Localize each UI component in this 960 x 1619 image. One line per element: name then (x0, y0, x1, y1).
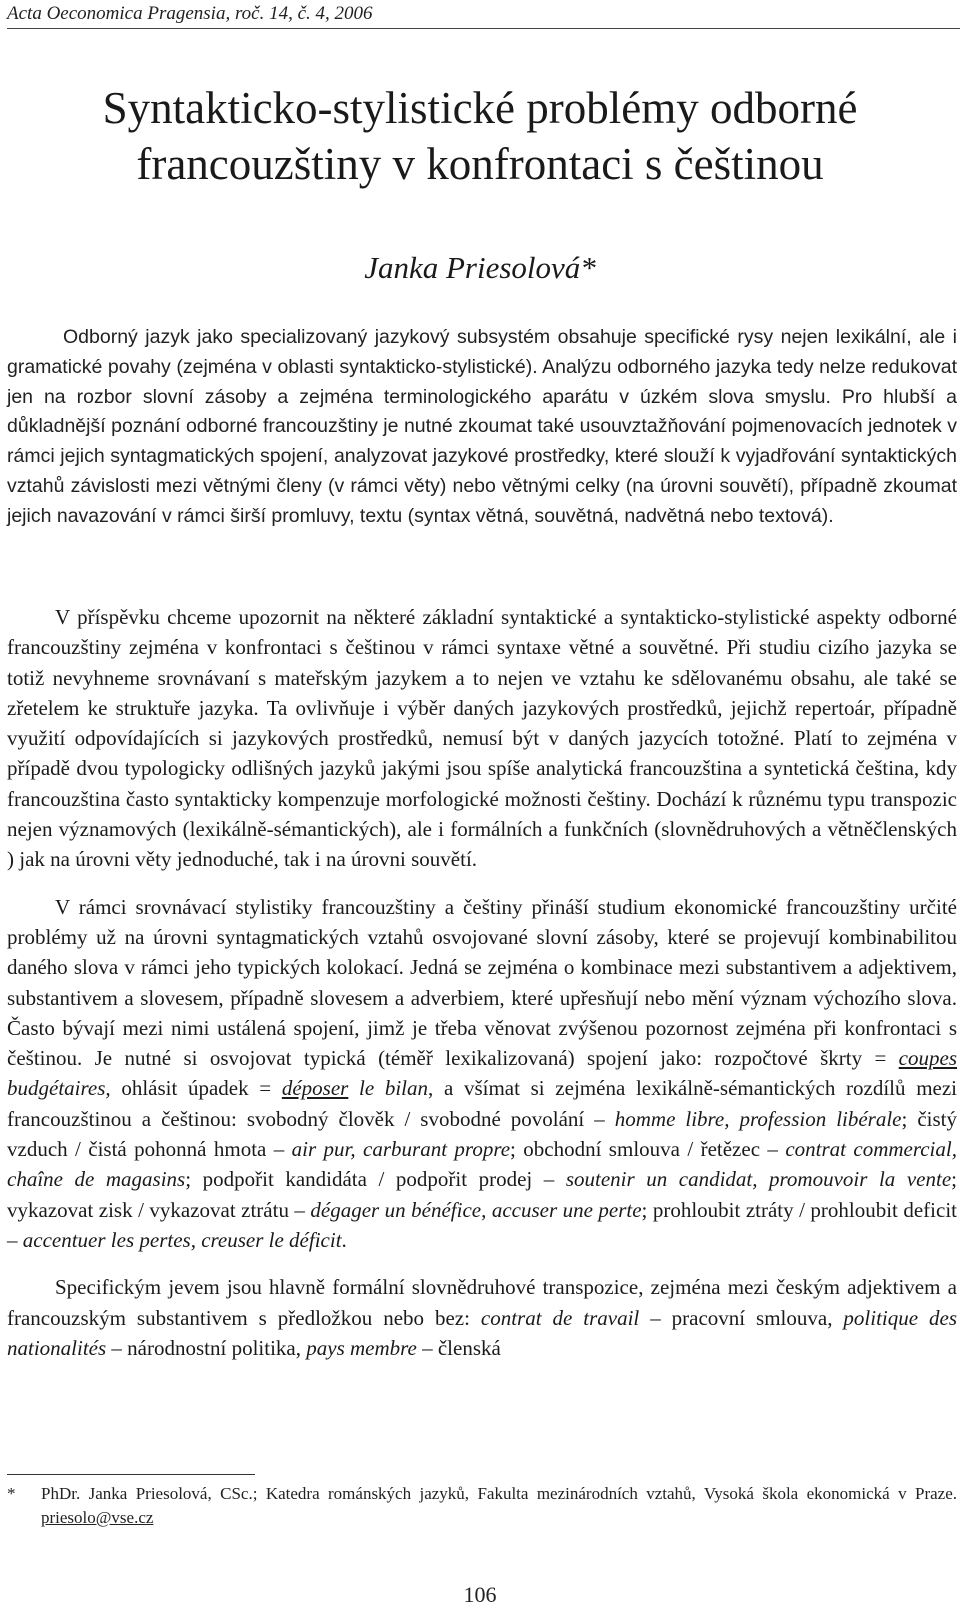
text-run: – členská (416, 1335, 501, 1360)
french-term: pays membre (306, 1335, 417, 1360)
text-run: – pracovní smlouva, (639, 1305, 844, 1330)
article-body (7, 602, 957, 1380)
footnote-text (41, 1482, 957, 1530)
french-term: soutenir un candidat, promouvoir la vente (565, 1167, 952, 1192)
author-email-link[interactable]: priesolo@vse.cz (41, 1508, 154, 1527)
footnote (7, 1482, 957, 1530)
french-term-rest: le bilan (348, 1076, 429, 1101)
footnote-affiliation: PhDr. Janka Priesolová, CSc.; Katedra románských jazyků, Fakulta mezinárodních vztahů, Vysoká škola ekonomická v Praze. (41, 1484, 957, 1503)
running-header: Acta Oeconomica Pragensia, roč. 14, č. 4, 2006 (7, 3, 373, 24)
text-run: ; podpořit kandidáta / podpořit prodej – (185, 1167, 566, 1192)
text-run: ; vykazovat zisk / vykazovat ztrátu – (7, 1167, 957, 1222)
french-term-rest: budgétaires, (7, 1076, 111, 1101)
french-term: dégager un bénéfice, accuser une perte (310, 1197, 642, 1222)
text-run: Specifickým jevem jsou hlavně formální slovnědruhové transpozice, zejména mezi českým adjektivem a francouzským substantivem s předložkou nebo bez: (7, 1275, 957, 1330)
paragraph-2 (7, 892, 957, 1256)
abstract: Odborný jazyk jako specializovaný jazykový subsystém obsahuje specifické rysy nejen lexikální, ale i gramatické povahy (zejména v oblasti syntakticko-stylistické). Analýzu odborného jazyka tedy nelze redukovat jen na rozbor slovní zásoby a zejména terminologického aparátu v úzkém slova smyslu. Pro hlubší a důkladnější poznání odborné francouzštiny je nutné zkoumat také usouvztažňování pojmenovacích jednotek v rámci jejich syntagmatických spojení, analyzovat jazykové prostředky, které slouží k vyjadřování syntaktických vztahů závislosti mezi větnými členy (v rámci věty) nebo větnými celky (na úrovni souvětí), případně zkoumat jejich navazování v rámci širší promluvy, textu (syntax větná, souvětná, nadvětná nebo textová). (7, 326, 957, 527)
french-term: contrat de travail (480, 1305, 640, 1330)
text-run: ; čistý vzduch / čistá pohonná hmota – (7, 1106, 957, 1162)
text-run: ; obchodní smlouva / řetězec – (510, 1137, 786, 1162)
text-run: ohlásit úpadek = (110, 1076, 282, 1101)
text-run: ; prohloubit ztráty / prohloubit deficit – (7, 1197, 958, 1252)
author-name: Janka Priesolová* (364, 250, 596, 285)
paragraph-3 (7, 1272, 957, 1363)
footnote-rule (7, 1474, 255, 1475)
text-run: V rámci srovnávací stylistiky francouzštiny a češtiny přináší studium ekonomické francouzštiny určité problémy už na úrovni syntagmatických vztahů osvojované slovní zásoby, které se projevují kombinabilitou daného slova v rámci jeho typických kolokací. Jedná se zejména o kombinace mezi substantivem a adjektivem, substantivem a slovesem, případně slovesem a adverbiem, které upřesňují nebo mění význam výchozího slova. Často bývají mezi nimi ustálená spojení, jimž je třeba věnovat zvýšenou pozornost zejména při konfrontaci s češtinou. Je nutné si osvojovat typická (téměř lexikalizovaná) spojení jako: rozpočtové škrty = (7, 894, 957, 1071)
french-term: accentuer les pertes, creuser le déficit (22, 1227, 342, 1252)
french-term: air pur, carburant propre (291, 1137, 511, 1162)
text-run: – národnostní politika, (106, 1335, 307, 1360)
page-number: 106 (463, 1582, 497, 1607)
french-term: politique des nationalités (7, 1305, 958, 1360)
french-term (282, 1076, 428, 1100)
footnote-mark: * (7, 1484, 16, 1503)
article-title: Syntakticko-stylistické problémy odborné francouzštiny v konfrontaci s češtinou (102, 83, 858, 189)
text-run: . (341, 1227, 347, 1252)
underlined-term: déposer (281, 1076, 349, 1101)
french-term: homme libre, profession libérale (614, 1106, 902, 1131)
paragraph-1: V příspěvku chceme upozornit na některé základní syntaktické a syntakticko-stylistické aspekty odborné francouzštiny zejména v konfrontaci s češtinou v rámci syntaxe větné a souvětné. Při studiu cizího jazyka se totiž nevyhneme srovnávaní s mateřským jazykem a to nejen ve vztahu ke sdělovanému obsahu, ale také se zřetelem ke struktuře jazyka. Ta ovlivňuje i výběr daných jazykových prostředků, jejichž repertoár, případně využití odpovídajících si jazykových prostředků, nemusí být v daných jazycích totožné. Platí to zejména v případě dvou typologicky odlišných jazyků jakými jsou spíše analytická francouzština a syntetická čeština, kdy francouzština často syntakticky kompenzuje morfologické možnosti češtiny. Dochází k různému typu transpozic nejen významových (lexikálně-sémantických), ale i formálních a funkčních (slovnědruhových a větněčlenských ) jak na úrovni věty jednoduché, tak i na úrovni souvětí. (7, 605, 957, 872)
text-run: , a všímat si zejména lexikálně-sémantických rozdílů mezi francouzštinou a češtinou: svobodný člověk / svobodné povolání – (7, 1076, 958, 1131)
french-term: contrat commercial, chaîne de magasins (7, 1137, 957, 1192)
header-rule (7, 28, 960, 29)
underlined-term: coupes (898, 1046, 957, 1071)
